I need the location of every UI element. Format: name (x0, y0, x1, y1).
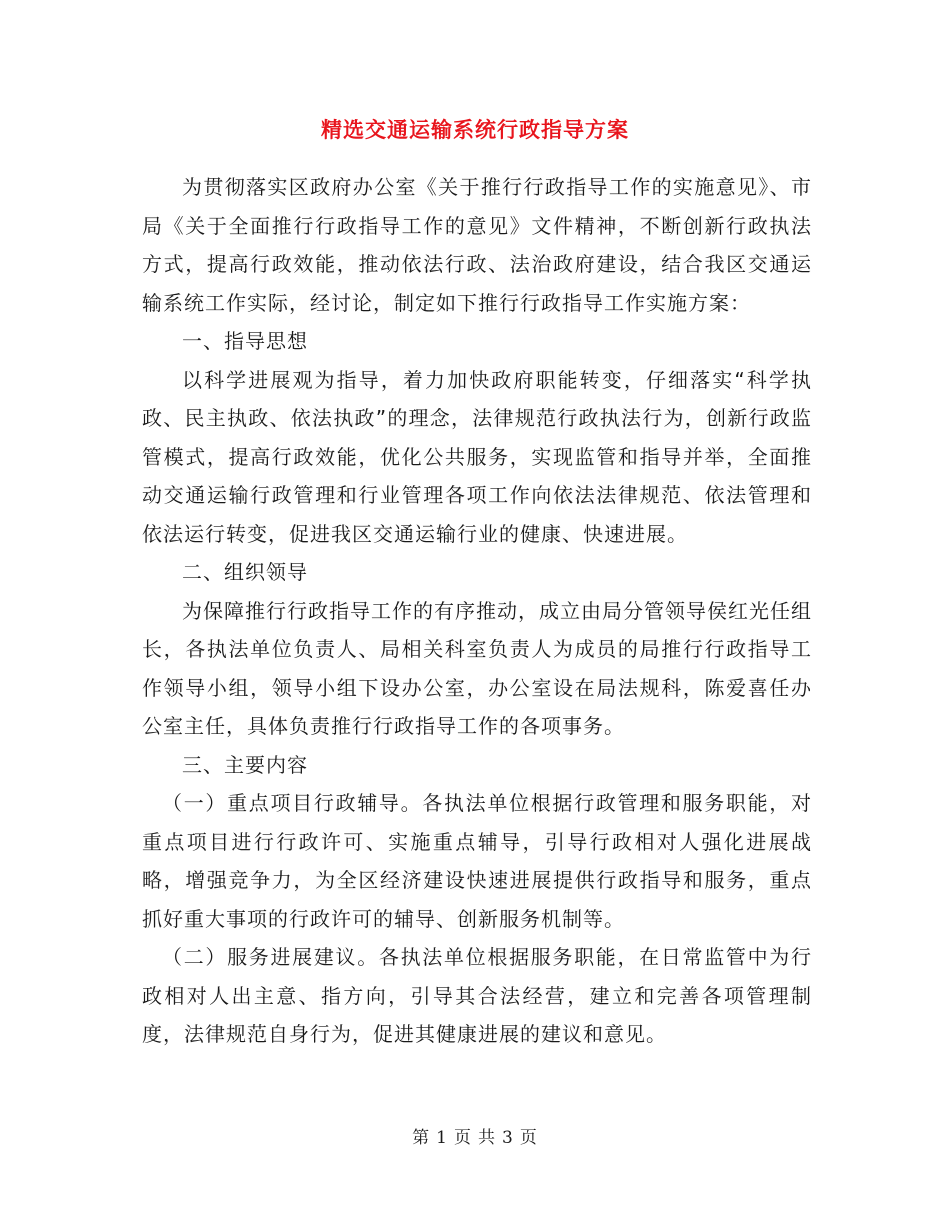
footer-suffix: 页 (519, 1128, 538, 1148)
section-heading-organization: 二、组织领导 (182, 560, 308, 584)
intro-paragraph: 为贯彻落实区政府办公室《关于推行行政指导工作的实施意见》、市局《关于全面推行行政指导工作的意见》文件精神，不断创新行政执法方式，提高行政效能，推动依法行政、法治政府建设，结合我区交通运输系统工作实际，经讨论，制定如下推行行政指导工作实施方案： (142, 175, 812, 315)
document-body (142, 168, 812, 1054)
footer-current-page: 1 (436, 1128, 448, 1148)
footer-prefix: 第 (412, 1128, 431, 1148)
footer-total-pages: 3 (502, 1128, 514, 1148)
main-content-item-2: （二）服务进展建议。各执法单位根据服务职能，在日常监管中为行政相对人出主意、指方向，引导其合法经营，建立和完善各项管理制度，法律规范自身行为，促进其健康进展的建议和意见。 (142, 945, 812, 1046)
guiding-thought-paragraph: 以科学进展观为指导，着力加快政府职能转变，仔细落实“科学执政、民主执政、依法执政”的理念，法律规范行政执法行为，创新行政监管模式，提高行政效能，优化公共服务，实现监管和指导并举，全面推动交通运输行政管理和行业管理各项工作向依法法律规范、依法管理和依法运行转变，促进我区交通运输行业的健康、快速进展。 (142, 367, 812, 546)
section-heading-main-content: 三、主要内容 (182, 752, 308, 777)
document-title: 精选交通运输系统行政指导方案 (321, 118, 629, 142)
main-content-item-1: （一）重点项目行政辅导。各执法单位根据行政管理和服务职能，对重点项目进行行政许可、实施重点辅导，引导行政相对人强化进展战略，增强竞争力，为全区经济建设快速进展提供行政指导和服务，重点抓好重大事项的行政许可的辅导、创新服务机制等。 (142, 791, 812, 931)
page-footer (0, 1126, 950, 1150)
organization-paragraph: 为保障推行行政指导工作的有序推动，成立由局分管领导侯红光任组长，各执法单位负责人、局相关科室负责人为成员的局推行行政指导工作领导小组，领导小组下设办公室，办公室设在局法规科，陈爱喜任办公室主任，具体负责推行行政指导工作的各项事务。 (142, 598, 812, 738)
section-heading-guiding-thought: 一、指导思想 (182, 329, 308, 353)
footer-page-label: 页 (454, 1128, 472, 1148)
footer-total-label: 共 (478, 1128, 496, 1148)
